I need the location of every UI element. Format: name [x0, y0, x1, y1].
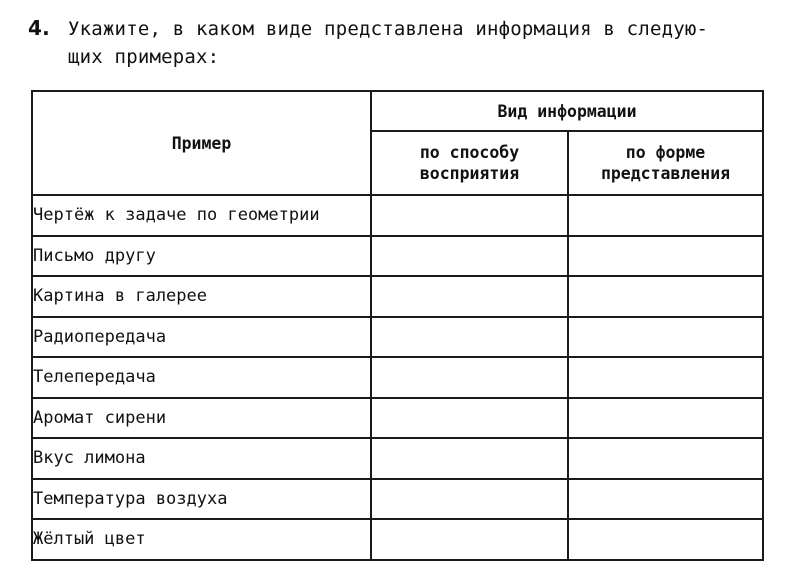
answer-cell-perception[interactable] — [371, 519, 568, 560]
row-example-label: Картина в галерее — [32, 276, 371, 317]
answer-cell-perception[interactable] — [371, 438, 568, 479]
row-example-label: Письмо другу — [32, 236, 371, 277]
table-row — [32, 398, 763, 439]
task-text-line1: Укажите, в каком виде представлена информация в следую- — [68, 18, 709, 40]
row-example-label: Радиопередача — [32, 317, 371, 358]
answer-cell-form[interactable] — [568, 357, 763, 398]
header-info-type: Вид информации — [371, 91, 763, 131]
table-row — [32, 438, 763, 479]
table-row — [32, 276, 763, 317]
answer-cell-perception[interactable] — [371, 479, 568, 520]
answer-cell-form[interactable] — [568, 519, 763, 560]
table-row — [32, 317, 763, 358]
table-body — [32, 195, 763, 560]
table-header-row — [32, 91, 763, 131]
row-example-label: Телепередача — [32, 357, 371, 398]
answer-cell-form[interactable] — [568, 479, 763, 520]
answer-cell-perception[interactable] — [371, 276, 568, 317]
row-example-label: Жёлтый цвет — [32, 519, 371, 560]
answer-cell-perception[interactable] — [371, 398, 568, 439]
answer-cell-perception[interactable] — [371, 317, 568, 358]
answer-cell-form[interactable] — [568, 438, 763, 479]
answer-cell-form[interactable] — [568, 317, 763, 358]
task-statement — [28, 14, 778, 71]
row-example-label: Аромат сирени — [32, 398, 371, 439]
header-by-perception: по способу восприятия — [371, 131, 568, 195]
header-by-form: по форме представления — [568, 131, 763, 195]
answer-cell-form[interactable] — [568, 276, 763, 317]
answer-cell-perception[interactable] — [371, 357, 568, 398]
row-example-label: Температура воздуха — [32, 479, 371, 520]
answer-cell-perception[interactable] — [371, 236, 568, 277]
answer-cell-perception[interactable] — [371, 195, 568, 236]
answer-cell-form[interactable] — [568, 236, 763, 277]
answer-table — [31, 90, 764, 561]
table-row — [32, 479, 763, 520]
answer-cell-form[interactable] — [568, 195, 763, 236]
table-row — [32, 357, 763, 398]
table-row — [32, 195, 763, 236]
row-example-label: Вкус лимона — [32, 438, 371, 479]
answer-cell-form[interactable] — [568, 398, 763, 439]
table-row — [32, 236, 763, 277]
task-text-line2: щих примерах: — [68, 46, 220, 68]
row-example-label: Чертёж к задаче по геометрии — [32, 195, 371, 236]
task-number: 4. — [28, 16, 50, 40]
table-row — [32, 519, 763, 560]
header-example: Пример — [32, 91, 371, 195]
